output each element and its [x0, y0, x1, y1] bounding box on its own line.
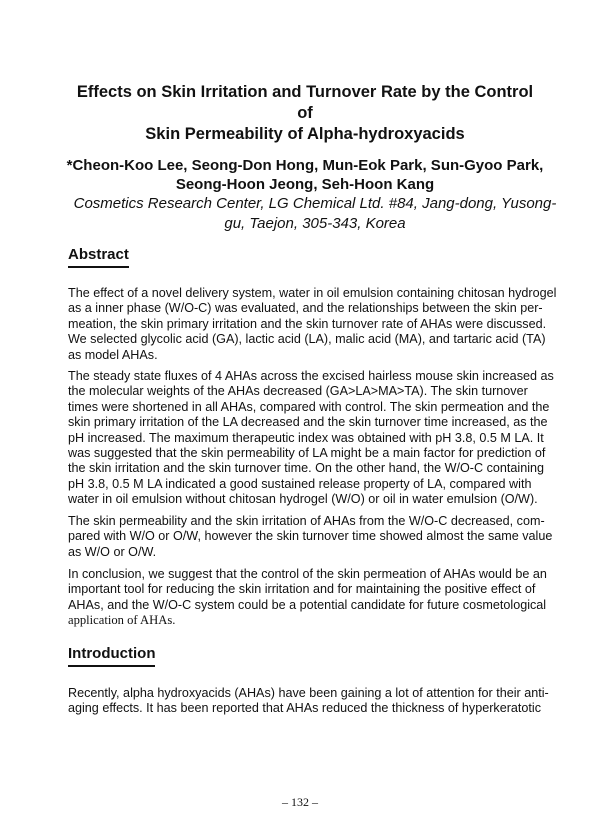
text-line: AHAs, and the W/O-C system could be a potential candidate for future cosmetological: [68, 597, 547, 612]
text-line: important tool for reducing the skin irritation and for maintaining the positive effect of: [68, 582, 536, 597]
author-line: *Cheon-Koo Lee, Seong-Don Hong, Mun-Eok Park, Sun-Gyoo Park,: [66, 157, 544, 174]
text-line: skin primary irritation of the LA decreased and the skin turnover time increased, as the: [68, 415, 548, 430]
text-line: water in oil emulsion without chitosan hydrogel (W/O) or oil in water emulsion (O/W).: [68, 492, 538, 507]
text-line: was suggested that the skin permeability of LA might be a main factor for prediction of: [68, 446, 546, 461]
text-line: The skin permeability and the skin irritation of AHAs from the W/O-C decreased, com-: [68, 514, 545, 528]
affiliation-line: Cosmetics Research Center, LG Chemical Ltd. #84, Jang-dong, Yusong-: [73, 195, 557, 212]
text-line: the skin irritation and the skin turnover time. On the other hand, the W/O-C containing: [68, 461, 545, 476]
affiliation-line: gu, Taejon, 305-343, Korea: [224, 215, 406, 232]
text-line: as W/O or O/W.: [68, 544, 157, 559]
text-line: We selected glycolic acid (GA), lactic acid (LA), malic acid (MA), and tartaric acid (TA): [68, 332, 546, 347]
page-number: – 132 –: [282, 795, 318, 809]
text-line: application of AHAs.: [68, 613, 176, 628]
text-line: times were shortened in all AHAs, compared with control. The skin permeation and the: [68, 399, 550, 414]
text-line: The effect of a novel delivery system, water in oil emulsion containing chitosan hydrogel: [68, 286, 557, 300]
author-list: [40, 156, 570, 194]
abstract-paragraph: [68, 369, 572, 508]
title-line: of: [297, 104, 313, 122]
text-line: The steady state fluxes of 4 AHAs across the excised hairless mouse skin increased as: [68, 369, 554, 383]
text-line: pH increased. The maximum therapeutic index was obtained with pH 3.8, 0.5 M LA. It: [68, 430, 544, 445]
paper-title: [40, 82, 570, 145]
abstract-paragraph: [68, 567, 572, 629]
text-line: pared with W/O or O/W, however the skin turnover time showed almost the same value: [68, 529, 553, 544]
abstract-heading: Abstract: [68, 246, 129, 268]
text-line: the molecular weights of the AHAs decreased (GA>LA>MA>TA). The skin turnover: [68, 384, 528, 399]
text-line: Recently, alpha hydroxyacids (AHAs) have been gaining a lot of attention for their anti-: [68, 686, 549, 700]
introduction-paragraph: [68, 686, 572, 717]
author-line: Seong-Hoon Jeong, Seh-Hoon Kang: [175, 176, 435, 193]
introduction-heading: Introduction: [68, 645, 155, 667]
affiliation: [60, 194, 570, 234]
title-line: Skin Permeability of Alpha-hydroxyacids: [145, 125, 465, 143]
text-line: pH 3.8, 0.5 M LA indicated a good sustained release property of LA, compared with: [68, 476, 532, 491]
text-line: as a inner phase (W/O-C) was evaluated, and the relationships between the skin per-: [68, 301, 543, 316]
abstract-paragraph: [68, 286, 572, 363]
title-line: Effects on Skin Irritation and Turnover Rate by the Control: [76, 83, 534, 101]
text-line: aging effects. It has been reported that AHAs reduced the thickness of hyperkeratotic: [68, 701, 542, 716]
abstract-paragraph: [68, 514, 572, 560]
text-line: as model AHAs.: [68, 347, 158, 362]
text-line: meation, the skin primary irritation and the skin turnover rate of AHAs were discussed.: [68, 316, 547, 331]
text-line: In conclusion, we suggest that the control of the skin permeation of AHAs would be an: [68, 567, 547, 581]
